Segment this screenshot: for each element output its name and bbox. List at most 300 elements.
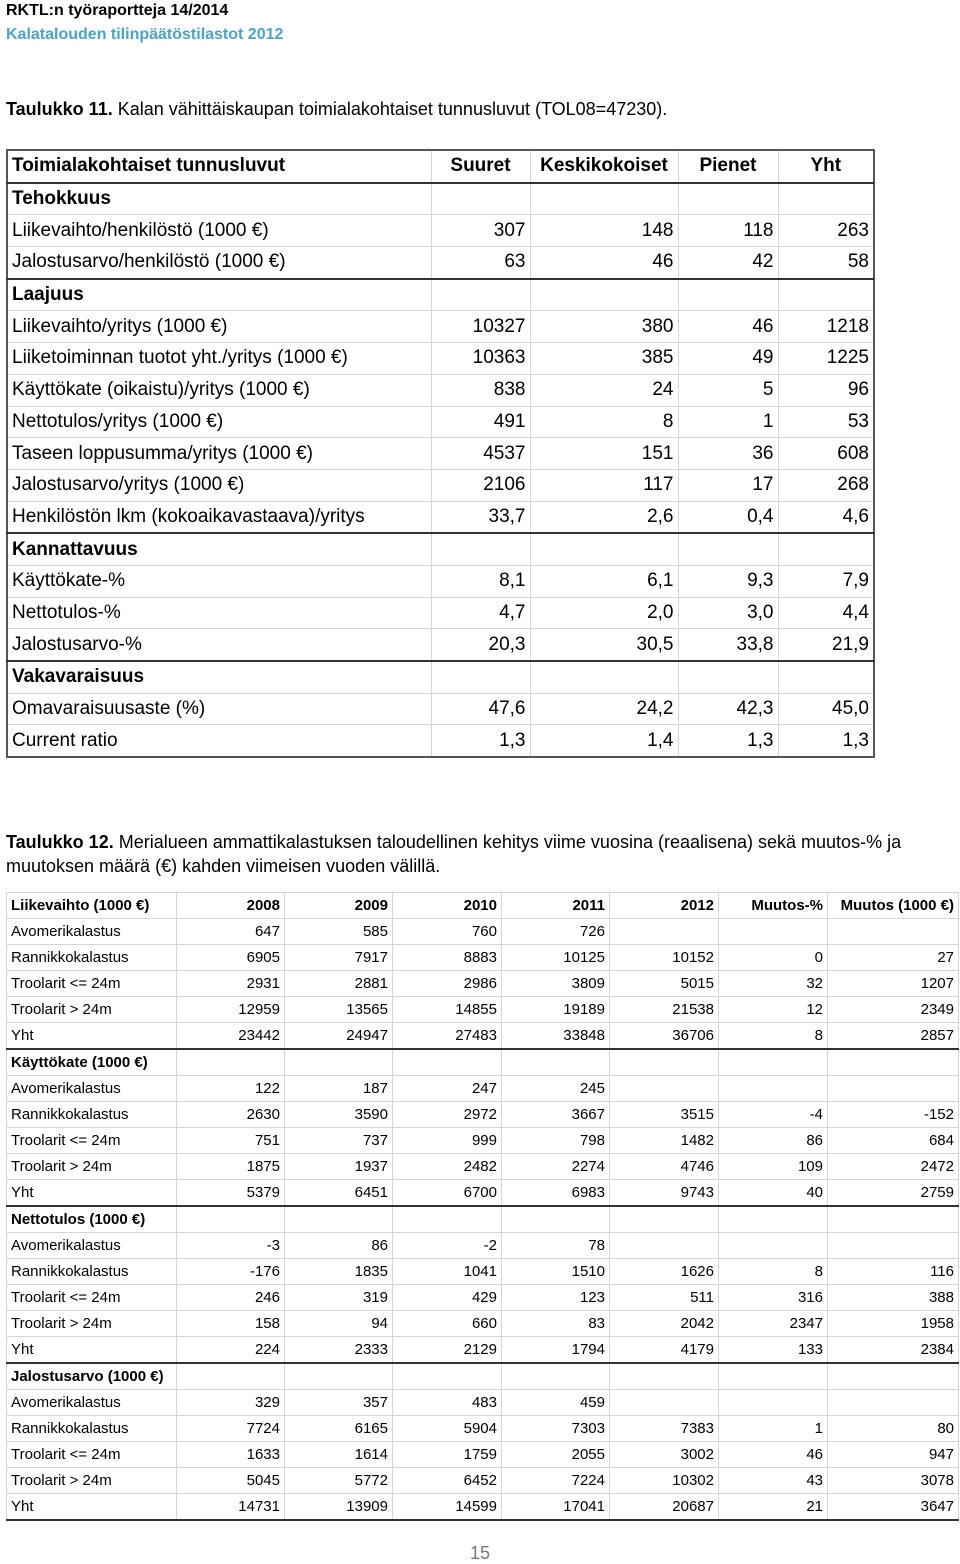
row-label: Avomerikalastus — [7, 1233, 177, 1259]
table-cell — [678, 661, 778, 693]
column-header: Muutos-% — [719, 893, 828, 919]
table-cell — [678, 183, 778, 215]
table-cell: 80 — [828, 1416, 959, 1442]
table-cell: 2482 — [393, 1154, 502, 1180]
table-cell: 53 — [778, 406, 874, 438]
table-row — [7, 374, 874, 406]
row-label: Troolarit <= 24m — [7, 1442, 177, 1468]
table-cell: 1225 — [778, 343, 874, 375]
table-cell: 14731 — [177, 1494, 285, 1521]
table-cell: 6983 — [502, 1180, 610, 1207]
table-cell — [719, 1049, 828, 1076]
section-label: Kannattavuus — [7, 533, 431, 565]
row-label: Avomerikalastus — [7, 1390, 177, 1416]
table-cell: 7303 — [502, 1416, 610, 1442]
table-cell: 96 — [778, 374, 874, 406]
table-cell — [177, 1206, 285, 1233]
table-cell: 1,3 — [431, 725, 530, 757]
table-cell: 647 — [177, 919, 285, 945]
table-cell: 5379 — [177, 1180, 285, 1207]
table-cell: 2472 — [828, 1154, 959, 1180]
table-cell — [778, 279, 874, 311]
table-cell — [778, 533, 874, 565]
table-cell: 585 — [285, 919, 393, 945]
row-label: Yht — [7, 1023, 177, 1050]
table-cell: 2349 — [828, 997, 959, 1023]
table-cell: 684 — [828, 1128, 959, 1154]
table-cell: 46 — [719, 1442, 828, 1468]
table-cell: 1218 — [778, 311, 874, 343]
table-cell — [678, 533, 778, 565]
table-cell: 20,3 — [431, 629, 530, 661]
section-label: Laajuus — [7, 279, 431, 311]
section-row — [7, 1049, 959, 1076]
table-cell: 268 — [778, 469, 874, 501]
row-label: Käyttökate-% — [7, 565, 431, 597]
column-header: Muutos (1000 €) — [828, 893, 959, 919]
table-cell: 660 — [393, 1311, 502, 1337]
table-cell: 9743 — [610, 1180, 719, 1207]
table-cell: 608 — [778, 438, 874, 470]
row-label: Liikevaihto/henkilöstö (1000 €) — [7, 215, 431, 247]
column-header: Suuret — [431, 150, 530, 183]
table-cell: 40 — [719, 1180, 828, 1207]
row-label: Yht — [7, 1494, 177, 1521]
row-label: Nettotulos-% — [7, 597, 431, 629]
row-label: Omavaraisuusaste (%) — [7, 693, 431, 725]
table-cell: 58 — [778, 247, 874, 279]
table-row — [7, 1180, 959, 1207]
table-cell: 10125 — [502, 945, 610, 971]
table-cell: 30,5 — [530, 629, 678, 661]
row-label: Troolarit > 24m — [7, 997, 177, 1023]
table-row — [7, 629, 874, 661]
table-cell: 47,6 — [431, 693, 530, 725]
table-cell: 1937 — [285, 1154, 393, 1180]
row-label: Troolarit > 24m — [7, 1154, 177, 1180]
table-cell: -176 — [177, 1259, 285, 1285]
row-label: Avomerikalastus — [7, 919, 177, 945]
section-row — [7, 1363, 959, 1390]
table-cell: 1794 — [502, 1337, 610, 1364]
table-cell: 5045 — [177, 1468, 285, 1494]
table-cell — [610, 1076, 719, 1102]
table-cell — [502, 1363, 610, 1390]
section-label: Käyttökate (1000 €) — [7, 1049, 177, 1076]
table-cell: 83 — [502, 1311, 610, 1337]
table-cell — [177, 1363, 285, 1390]
table-cell: 737 — [285, 1128, 393, 1154]
table-cell: -3 — [177, 1233, 285, 1259]
table-row — [7, 1442, 959, 1468]
table-cell: 838 — [431, 374, 530, 406]
row-label: Liiketoiminnan tuotot yht./yritys (1000 €) — [7, 343, 431, 375]
row-label: Yht — [7, 1180, 177, 1207]
row-label: Jalostusarvo/henkilöstö (1000 €) — [7, 247, 431, 279]
table-cell — [610, 1049, 719, 1076]
table-cell: 7383 — [610, 1416, 719, 1442]
table-cell — [719, 1363, 828, 1390]
table-cell: 6165 — [285, 1416, 393, 1442]
row-label: Käyttökate (oikaistu)/yritys (1000 €) — [7, 374, 431, 406]
table-row — [7, 1259, 959, 1285]
table-cell: 511 — [610, 1285, 719, 1311]
table-row — [7, 693, 874, 725]
table-11 — [6, 149, 875, 758]
table-row — [7, 1233, 959, 1259]
column-header: 2010 — [393, 893, 502, 919]
row-label: Taseen loppusumma/yritys (1000 €) — [7, 438, 431, 470]
table-cell: 21538 — [610, 997, 719, 1023]
row-label: Yht — [7, 1337, 177, 1364]
report-series-header: RKTL:n työraportteja 14/2014 — [6, 2, 229, 19]
table-header-row — [7, 893, 959, 919]
table-cell — [610, 1390, 719, 1416]
table-cell: 385 — [530, 343, 678, 375]
table-cell: 4,4 — [778, 597, 874, 629]
table-cell: 6452 — [393, 1468, 502, 1494]
table-row — [7, 725, 874, 757]
row-label: Troolarit <= 24m — [7, 1128, 177, 1154]
table-cell: 999 — [393, 1128, 502, 1154]
table-cell — [431, 661, 530, 693]
table-cell: 263 — [778, 215, 874, 247]
table-cell: 2986 — [393, 971, 502, 997]
table-cell: 45,0 — [778, 693, 874, 725]
table-cell — [778, 183, 874, 215]
table-cell: 1835 — [285, 1259, 393, 1285]
table-cell: 36706 — [610, 1023, 719, 1050]
row-label: Henkilöstön lkm (kokoaikavastaava)/yritys — [7, 501, 431, 533]
table-cell: 78 — [502, 1233, 610, 1259]
table-cell: -152 — [828, 1102, 959, 1128]
table-cell: 63 — [431, 247, 530, 279]
table-cell: 46 — [530, 247, 678, 279]
table-cell — [431, 183, 530, 215]
table-cell — [828, 1390, 959, 1416]
table-cell: 117 — [530, 469, 678, 501]
column-header: 2009 — [285, 893, 393, 919]
table-cell: 6451 — [285, 1180, 393, 1207]
table-cell: 10363 — [431, 343, 530, 375]
table-cell: 1626 — [610, 1259, 719, 1285]
table-cell: 46 — [678, 311, 778, 343]
table-cell: 6700 — [393, 1180, 502, 1207]
table-cell: 2931 — [177, 971, 285, 997]
report-title-header: Kalatalouden tilinpäätöstilastot 2012 — [6, 26, 284, 43]
table-cell: 27483 — [393, 1023, 502, 1050]
row-label: Troolarit <= 24m — [7, 1285, 177, 1311]
table-cell: 8 — [719, 1259, 828, 1285]
table-cell: 187 — [285, 1076, 393, 1102]
table-cell: 2274 — [502, 1154, 610, 1180]
table-row — [7, 565, 874, 597]
table-cell: 133 — [719, 1337, 828, 1364]
table-12-caption — [6, 830, 956, 878]
table-cell — [828, 919, 959, 945]
table-cell: 2759 — [828, 1180, 959, 1207]
table-cell: 2042 — [610, 1311, 719, 1337]
table-cell: 7724 — [177, 1416, 285, 1442]
table-cell: 319 — [285, 1285, 393, 1311]
table-cell — [530, 183, 678, 215]
caption-text: Merialueen ammattikalastuksen taloudellinen kehitys viime vuosina (reaalisena) sekä muutos-% ja muutoksen määrä (€) kahden viimeisen vuoden välillä. — [6, 832, 902, 876]
table-cell: 380 — [530, 311, 678, 343]
table-cell: 49 — [678, 343, 778, 375]
table-row — [7, 1468, 959, 1494]
row-label: Rannikkokalastus — [7, 1102, 177, 1128]
table-cell: 33,7 — [431, 501, 530, 533]
section-row — [7, 183, 874, 215]
table-cell — [719, 919, 828, 945]
table-cell — [610, 1233, 719, 1259]
table-cell: 388 — [828, 1285, 959, 1311]
table-cell — [177, 1049, 285, 1076]
table-cell: 7917 — [285, 945, 393, 971]
table-row — [7, 1076, 959, 1102]
table-cell — [828, 1206, 959, 1233]
row-label: Jalostusarvo/yritys (1000 €) — [7, 469, 431, 501]
table-cell: 32 — [719, 971, 828, 997]
table-cell: 86 — [719, 1128, 828, 1154]
table-cell: 2857 — [828, 1023, 959, 1050]
caption-text: Kalan vähittäiskaupan toimialakohtaiset tunnusluvut (TOL08=47230). — [112, 99, 668, 119]
table-cell: 1958 — [828, 1311, 959, 1337]
table-cell: 2,0 — [530, 597, 678, 629]
table-cell: -4 — [719, 1102, 828, 1128]
table-cell — [393, 1363, 502, 1390]
table-cell: 4537 — [431, 438, 530, 470]
table-cell: 21,9 — [778, 629, 874, 661]
table-cell: 760 — [393, 919, 502, 945]
table-cell: 483 — [393, 1390, 502, 1416]
table-cell: 2881 — [285, 971, 393, 997]
column-header: Pienet — [678, 150, 778, 183]
table-cell: 24947 — [285, 1023, 393, 1050]
table-cell: 1510 — [502, 1259, 610, 1285]
table-cell: 429 — [393, 1285, 502, 1311]
table-cell: 245 — [502, 1076, 610, 1102]
column-header: 2011 — [502, 893, 610, 919]
table-cell: 116 — [828, 1259, 959, 1285]
table-row — [7, 997, 959, 1023]
table-cell: 2347 — [719, 1311, 828, 1337]
table-cell — [285, 1363, 393, 1390]
section-label: Nettotulos (1000 €) — [7, 1206, 177, 1233]
table-cell: 3647 — [828, 1494, 959, 1521]
table-row — [7, 215, 874, 247]
table-row — [7, 311, 874, 343]
table-cell — [530, 279, 678, 311]
section-label: Jalostusarvo (1000 €) — [7, 1363, 177, 1390]
column-header: Toimialakohtaiset tunnusluvut — [7, 150, 431, 183]
row-label: Rannikkokalastus — [7, 1259, 177, 1285]
table-cell — [610, 1206, 719, 1233]
table-cell: 14599 — [393, 1494, 502, 1521]
table-cell: 20687 — [610, 1494, 719, 1521]
table-cell: 4179 — [610, 1337, 719, 1364]
table-row — [7, 247, 874, 279]
table-cell — [828, 1049, 959, 1076]
caption-label: Taulukko 12. — [6, 832, 114, 852]
table-row — [7, 343, 874, 375]
row-label: Troolarit <= 24m — [7, 971, 177, 997]
table-cell: 1,4 — [530, 725, 678, 757]
table-cell: 2129 — [393, 1337, 502, 1364]
table-cell: 2333 — [285, 1337, 393, 1364]
table-cell: 4,6 — [778, 501, 874, 533]
column-header: Liikevaihto (1000 €) — [7, 893, 177, 919]
table-cell: 42 — [678, 247, 778, 279]
table-cell: 42,3 — [678, 693, 778, 725]
table-cell: 357 — [285, 1390, 393, 1416]
table-cell: 0 — [719, 945, 828, 971]
table-row — [7, 1023, 959, 1050]
table-cell: 123 — [502, 1285, 610, 1311]
row-label: Avomerikalastus — [7, 1076, 177, 1102]
table-cell: 2972 — [393, 1102, 502, 1128]
table-row — [7, 1390, 959, 1416]
table-cell — [778, 661, 874, 693]
table-row — [7, 919, 959, 945]
table-cell: 751 — [177, 1128, 285, 1154]
table-cell: 329 — [177, 1390, 285, 1416]
table-cell: 726 — [502, 919, 610, 945]
table-cell — [431, 533, 530, 565]
table-row — [7, 438, 874, 470]
table-cell: 10302 — [610, 1468, 719, 1494]
table-cell: 3667 — [502, 1102, 610, 1128]
table-cell: 7,9 — [778, 565, 874, 597]
table-cell: 43 — [719, 1468, 828, 1494]
table-cell — [393, 1049, 502, 1076]
table-row — [7, 1337, 959, 1364]
table-cell: 17 — [678, 469, 778, 501]
table-cell: 3002 — [610, 1442, 719, 1468]
column-header: Yht — [778, 150, 874, 183]
row-label: Troolarit > 24m — [7, 1468, 177, 1494]
table-row — [7, 971, 959, 997]
table-cell: 1,3 — [778, 725, 874, 757]
table-cell: 6,1 — [530, 565, 678, 597]
table-cell — [610, 1363, 719, 1390]
table-cell: 798 — [502, 1128, 610, 1154]
table-cell: 2630 — [177, 1102, 285, 1128]
row-label: Liikevaihto/yritys (1000 €) — [7, 311, 431, 343]
table-cell: 3590 — [285, 1102, 393, 1128]
table-cell: 1041 — [393, 1259, 502, 1285]
section-row — [7, 279, 874, 311]
table-cell: 224 — [177, 1337, 285, 1364]
table-cell: 122 — [177, 1076, 285, 1102]
table-cell — [530, 661, 678, 693]
table-cell — [530, 533, 678, 565]
table-cell — [502, 1049, 610, 1076]
table-row — [7, 1102, 959, 1128]
table-cell: 36 — [678, 438, 778, 470]
column-header: 2012 — [610, 893, 719, 919]
table-cell: 246 — [177, 1285, 285, 1311]
table-cell: 1759 — [393, 1442, 502, 1468]
row-label: Troolarit > 24m — [7, 1311, 177, 1337]
table-row — [7, 597, 874, 629]
table-cell: 8 — [530, 406, 678, 438]
table-cell: 109 — [719, 1154, 828, 1180]
table-cell: 1,3 — [678, 725, 778, 757]
table-cell: 8 — [719, 1023, 828, 1050]
table-cell: 24,2 — [530, 693, 678, 725]
table-cell: 5904 — [393, 1416, 502, 1442]
table-row — [7, 469, 874, 501]
table-cell: 151 — [530, 438, 678, 470]
table-cell: 2055 — [502, 1442, 610, 1468]
table-cell: 4746 — [610, 1154, 719, 1180]
table-cell — [678, 279, 778, 311]
table-cell: 2106 — [431, 469, 530, 501]
table-cell: 8883 — [393, 945, 502, 971]
page-number: 15 — [469, 1543, 491, 1563]
table-cell: 19189 — [502, 997, 610, 1023]
table-cell: 5015 — [610, 971, 719, 997]
table-cell — [828, 1363, 959, 1390]
table-cell — [719, 1233, 828, 1259]
row-label: Jalostusarvo-% — [7, 629, 431, 661]
table-cell: 158 — [177, 1311, 285, 1337]
table-cell: 316 — [719, 1285, 828, 1311]
table-cell: 33848 — [502, 1023, 610, 1050]
table-cell: 247 — [393, 1076, 502, 1102]
table-cell: 1207 — [828, 971, 959, 997]
table-row — [7, 1128, 959, 1154]
table-cell: 23442 — [177, 1023, 285, 1050]
table-cell: 947 — [828, 1442, 959, 1468]
table-cell: 3809 — [502, 971, 610, 997]
table-cell: 27 — [828, 945, 959, 971]
table-cell — [828, 1076, 959, 1102]
table-cell: 4,7 — [431, 597, 530, 629]
table-cell: 13565 — [285, 997, 393, 1023]
table-cell — [285, 1049, 393, 1076]
table-cell: 0,4 — [678, 501, 778, 533]
section-row — [7, 1206, 959, 1233]
table-cell: 1 — [678, 406, 778, 438]
table-cell: 94 — [285, 1311, 393, 1337]
table-11-caption — [6, 98, 667, 120]
table-cell: 3515 — [610, 1102, 719, 1128]
table-cell: 8,1 — [431, 565, 530, 597]
caption-label: Taulukko 11. — [6, 99, 113, 119]
table-cell: 307 — [431, 215, 530, 247]
table-cell: 24 — [530, 374, 678, 406]
table-cell: 21 — [719, 1494, 828, 1521]
table-cell: 118 — [678, 215, 778, 247]
table-cell: 5772 — [285, 1468, 393, 1494]
table-cell: 6905 — [177, 945, 285, 971]
row-label: Rannikkokalastus — [7, 945, 177, 971]
table-cell — [393, 1206, 502, 1233]
table-cell: 491 — [431, 406, 530, 438]
row-label: Nettotulos/yritys (1000 €) — [7, 406, 431, 438]
column-header: Keskikokoiset — [530, 150, 678, 183]
table-cell: 9,3 — [678, 565, 778, 597]
table-cell: 1 — [719, 1416, 828, 1442]
table-cell: 1482 — [610, 1128, 719, 1154]
table-cell — [828, 1233, 959, 1259]
table-cell: 2,6 — [530, 501, 678, 533]
row-label: Rannikkokalastus — [7, 1416, 177, 1442]
table-row — [7, 1154, 959, 1180]
table-cell: 33,8 — [678, 629, 778, 661]
